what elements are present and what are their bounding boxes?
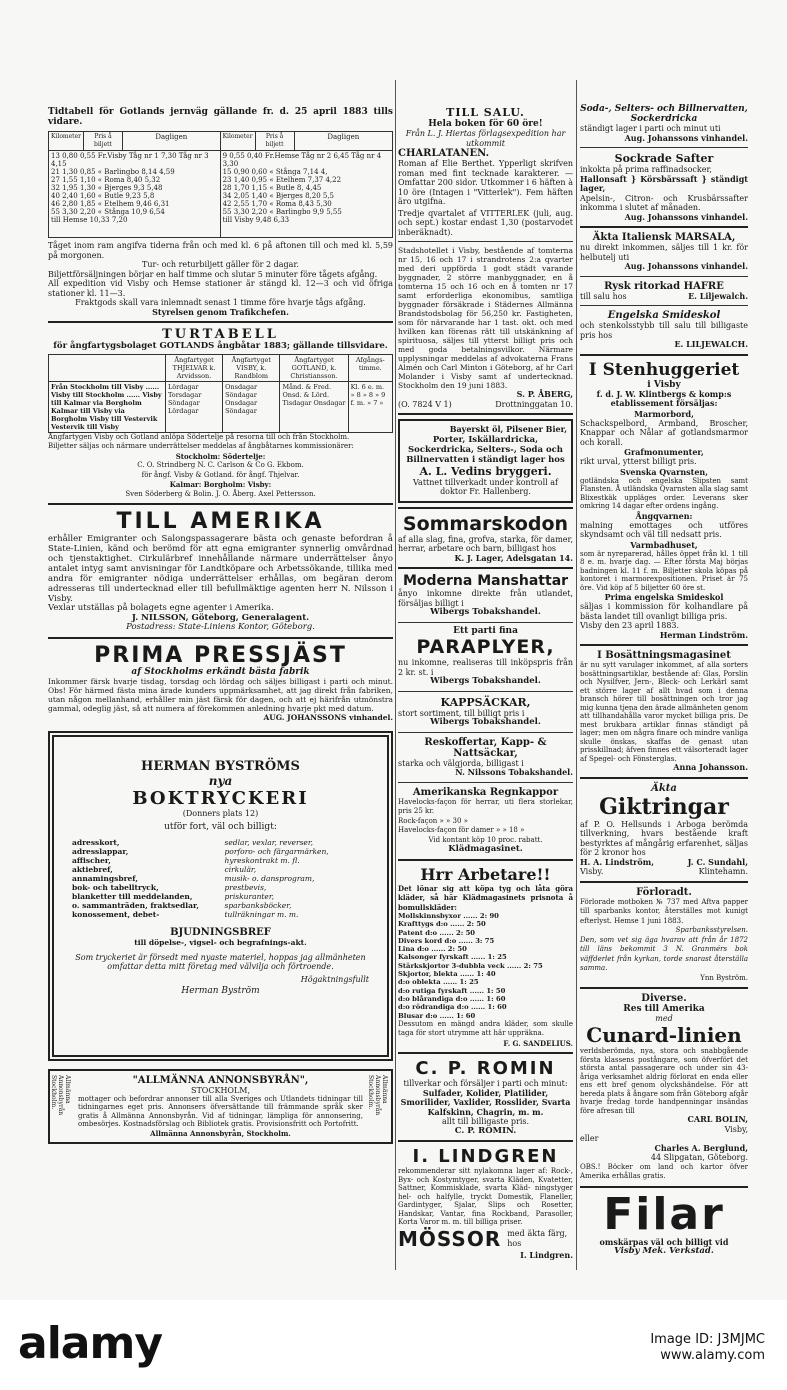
visby-days: Onsdagar Söndagar Onsdagar Söndagar	[223, 381, 280, 432]
mossor-text: med äkta färg, hos	[507, 1229, 568, 1248]
tillsalu-vitterlek: Tredje qvartalet af VITTERLEK (juli, aug. och sept.) kostar endast 1,30 (postarvodet inberäknadt).	[398, 208, 573, 237]
sodavatten-title: Soda-, Selters- och Billnervatten, Sockerdricka	[580, 104, 748, 124]
printing-service: blanketter till meddelanden,	[72, 891, 193, 901]
turtabell-foot: C. O. Strindberg N. C. Carlson & Co G. Ekbom.	[137, 461, 304, 469]
printing-service: adresslappar,	[72, 846, 129, 856]
price-list-item: Divers kord d:o ...... 3: 75	[398, 936, 495, 945]
forlorat-signature: Sparbanksstyrelsen.	[675, 926, 748, 934]
column-rule	[395, 80, 396, 1270]
bystrom-lists	[72, 838, 369, 919]
bystrom-title: HERMAN BYSTRÖMS	[141, 758, 300, 774]
ship-visby: Ångfartyget VISBY, k. Randblom	[223, 354, 280, 381]
amerika-ad	[48, 509, 393, 633]
lindgren-mossor	[398, 1227, 573, 1251]
regnkappor-title: Amerikanska Regnkappor	[412, 786, 559, 798]
hafre-body: till salu hos	[580, 291, 627, 301]
cunard-lead: Diverse.	[641, 993, 687, 1004]
price-list-item: Patent d:o ...... 2: 50	[398, 928, 476, 937]
sodavatten-body: ständigt lager i parti och minut uti	[580, 124, 721, 133]
turtabell-subtitle: för ångfartygsbolaget GOTLANDS ångbåtar 1883; gällande tillsvidare.	[53, 341, 388, 351]
marsala-body: nu direkt inkommen, säljes till 1 kr. för helbutelj uti	[580, 243, 748, 262]
bystrom-list-right	[225, 838, 370, 919]
timetable-row: 34 2,05 1,40 « Bjerges 8,20 5,5	[222, 192, 335, 200]
reskoffertar-title: Reskoffertar, Kapp- & Nattsäckar,	[424, 736, 547, 759]
filar-seller: Visby Mek. Verkstad.	[614, 1246, 714, 1256]
printing-service: aktiebref,	[72, 864, 113, 874]
filar-title: Filar	[603, 1188, 725, 1240]
stadshotell-ref: (O. 7824 V 1)	[398, 399, 452, 409]
timetable-row: 55 3,30 2,20 « Barlingbo 9,9 5,55	[222, 208, 342, 216]
arbetare-signature: F. G. SANDELIUS.	[503, 1038, 573, 1048]
image-id: Image ID: J3MJMC	[650, 1332, 765, 1347]
bystrom-signature: Herman Byström	[181, 985, 260, 996]
cunard-agent2: Charles A. Berglund,	[654, 1142, 748, 1153]
forlorat-title: Förloradt.	[636, 886, 692, 898]
annonsbyran-side: Allmänna Annonsbyrån Stockholm.	[50, 1074, 71, 1115]
printing-service: sparbanksböcker,	[224, 900, 292, 910]
stenhuggeriet-text: rikt urval, ytterst billigt pris.	[580, 457, 697, 466]
ship-thjelvar: Ångfartyget THJELVAR k. Arvidsson.	[165, 354, 222, 381]
timetable-row: 21 1,30 0,85 « Barlingbo 8,14 4,59	[51, 168, 175, 176]
bystrom-nya: nya	[208, 773, 233, 788]
filar-body: omskärpas väl och billigt vid	[599, 1236, 729, 1247]
price-header: Pris å biljett	[84, 132, 123, 151]
timetable-row: 27 1,55 1,10 « Roma 8,40 5,32	[51, 176, 161, 184]
printing-service: adresskort,	[72, 837, 120, 847]
kappsackar-title: KAPPSÄCKAR,	[440, 695, 531, 709]
paraplyer-seller: Wibergs Tobakshandel.	[430, 676, 541, 686]
stenhuggeriet-cat: Svenska Qvarnsten,	[619, 466, 709, 477]
printing-service: prestbevis,	[224, 882, 267, 892]
arbetare-title: Hrr Arbetare!!	[420, 864, 551, 884]
annonsbyran-title: "ALLMÄNNA ANNONSBYRÅN",	[132, 1074, 309, 1086]
stenhuggeriet-text: som är nyreparerad, hålles öppet från kl. 1 till 8 e. m. hvarje dag. — Efter första Maj börjas badningen kl. 11 f. m. Biljetter skola köpas på kontoret i marmorexpositionen. Priset är 75 öre. Vid köp af 5 biljetter 60 öre st.	[580, 549, 748, 592]
giktringar-seller: J. C. Sundahl,	[687, 856, 748, 867]
sodavatten-seller: Aug. Johanssons vinhandel.	[624, 132, 748, 143]
printing-service: tullräkningar m. m.	[224, 909, 299, 919]
bystrom-cards: BJUDNINGSBREF	[170, 926, 271, 938]
lindgren-title: I. LINDGREN	[412, 1146, 559, 1168]
printing-service: annamingsbref,	[72, 873, 138, 883]
stock-site: www.alamy.com	[660, 1348, 765, 1363]
sockrade-seller: Aug. Johanssons vinhandel.	[624, 211, 748, 222]
forlorat-body2: Den, som vet sig äga hvarav att från år 1872 till läns bekommit 3 N. Granmérs bok väffderlet från kyrkan, torde snarast återställa samma.	[580, 935, 748, 972]
giktringar-place: Klintehamn.	[698, 867, 748, 876]
stenhuggeriet-cat: Varmbadhuset,	[630, 539, 698, 550]
regnkappor-line: Rock-façon » » 30 »	[398, 816, 468, 825]
paraplyer-title: PARAPLYER,	[416, 636, 555, 658]
timetable-block	[48, 108, 393, 317]
cunard-body: verldsberömda, nya, stora och snabbgående första klassens postångare, som öfverfört det största antal passagerare och under sin 43-åriga verksamhet aldrig förlorat en enda eller ens ett bref genom olyckshändelse. För att bereda plats å ångare som från Göteborg afgår hvarje fredag torde handpenningar insändas före afresan till	[580, 1047, 748, 1115]
price-list-item: Krafttygs d:o ...... 2: 50	[398, 920, 486, 929]
bystrom-ad	[48, 731, 393, 1061]
amerika-signature: J. NILSSON, Göteborg, Generalagent.	[131, 612, 310, 623]
giktringar-place: Visby.	[580, 867, 604, 876]
cunard-eller: eller	[580, 1134, 599, 1143]
giktringar-places	[580, 867, 748, 877]
mossor-title: MÖSSOR	[398, 1226, 502, 1251]
kappsackar-seller: Wibergs Tobakshandel.	[430, 717, 541, 727]
annonsbyran-signature: Allmänna Annonsbyrån, Stockholm.	[150, 1128, 291, 1138]
regnkappor-line: Havelocks-façon för damer » » 18 »	[398, 826, 525, 834]
vedins-name: A. L. Vedins bryggeri.	[419, 464, 552, 478]
bystrom-closing: Som tryckeriet är försedt med nyaste materiel, hoppas jag allmänheten omfattar detta mitt företag med välvilja och förtroende.	[75, 952, 366, 971]
cunard-note: OBS.! Böcker om land och kartor öfver Amerika erhållas gratis.	[580, 1162, 748, 1180]
turtabell-foot: Stockholm: Södertelje:	[175, 451, 266, 461]
forlorat-body: Förlorade motboken № 737 med Aftva papper till sparbanks kontor, återställes mot kunigt efterlyst. Hemse 1 juni 1883.	[580, 897, 748, 925]
printing-service: cirkulär,	[224, 864, 257, 874]
stenhuggeriet-text: malning emottages och utföres skyndsamt och väl till nedsatt pris.	[580, 520, 748, 539]
tillsalu-book: CHARLATANEN.	[398, 148, 490, 159]
cunard-address2: 44 Slipgatan, Göteborg.	[650, 1153, 748, 1162]
annonsbyran-body: mottager och befordrar annonser till alla Sveriges och Utlandets tidningar till tidningarnes eget pris. Annonsers öfversättande till främmande språk sker gratis å Allmänna Annonsbyrån. Vid af tidningar, lämpliga för annonsering, ombesörjes. Kostnadsförslag och Bibliotek gratis. Provisionsfritt och Portofritt.	[78, 1094, 363, 1128]
stenhuggeriet-title: I Stenhuggeriet	[588, 359, 740, 380]
vedins-note: Vattnet tillverkadt under kontroll af doktor Fr. Hallenberg.	[413, 477, 558, 496]
timetable-row: 15 0,90 0,60 « Stånga 7,14 4,	[222, 168, 328, 176]
tillsalu-body: Roman af Elie Berthet. Ypperligt skrifven roman med fint tecknade karakterer. — Omfattar 200 sidor. Utkommer i 6 häften à 10 öre (Intagen i "Vitterlek"). Fem häften äro utgifna.	[398, 159, 573, 206]
timetable-note: Biljettförsäljningen börjar en half timme och slutar 5 minuter före tågets afgång.	[48, 269, 378, 279]
hafre-line	[580, 292, 748, 302]
bosattning-signature: Anna Johansson.	[673, 762, 748, 772]
vedins-ad	[398, 419, 573, 503]
giktringar-seller: H. A. Lindström,	[580, 856, 654, 867]
manshattar-body: ånyo inkomne direkte från utlandet, försäljas billigt i	[398, 589, 573, 608]
bystrom-regards: Högaktningsfullt	[300, 974, 369, 984]
regnkappor-seller: Klädmagasinet.	[448, 844, 523, 854]
timetable-row: 55 3,30 2,20 « Stånga 10,9 6,54	[51, 208, 165, 216]
stenhuggeriet-text: gotländska och engelska Slipsten samt Flansten. Å utländska Qvarnsten alla slag samt Blixestkäk uppläges order. Leverans sker omkring 14 dagar efter ordens ingång.	[580, 476, 748, 510]
price-list-item: d:o rutiga fyrskaft ...... 1: 50	[398, 986, 506, 995]
stadshotell-foot	[398, 400, 573, 410]
hafre-title: Rysk ritorkad HAFRE	[604, 280, 724, 292]
timetable-left	[49, 151, 221, 238]
price-list-item: Blusar d:o ...... 1: 60	[398, 1011, 476, 1020]
printing-service: o. sammanträden, fraktsedlar, konossement, debet-	[72, 900, 199, 919]
price-list-item: Mollskinnsbyxor ...... 2: 90	[398, 912, 499, 920]
cunard-city: Visby,	[724, 1124, 748, 1134]
stenhuggeriet-cat: Ångqvarnen:	[635, 510, 693, 521]
departure-time-header: Afgångs-timme.	[348, 354, 392, 381]
timetable-row: 28 1,70 1,15 « Butle 8, 4,45	[222, 184, 322, 192]
price-header: Pris å biljett	[255, 132, 294, 151]
timetable-right	[220, 151, 392, 238]
sommarskodon-seller: K. J. Lager, Adelsgatan 14.	[454, 552, 573, 563]
kappsackar-body: stort sortiment, till billigt pris i	[398, 708, 525, 718]
turtabell-block	[48, 327, 393, 499]
stenhuggeriet-cat: Prima engelska Smideskol	[604, 592, 724, 602]
bystrom-list-left	[72, 838, 217, 919]
timetable-row: till Hemse 10,33 7,20	[51, 216, 128, 224]
romin-title: C. P. ROMIN	[415, 1058, 556, 1080]
bystrom-name: BOKTRYCKERI	[132, 787, 309, 809]
regnkappor-line: Havelocks-façon för herrar, uti flera storlekar, pris 25 kr.	[398, 797, 573, 815]
timetable-left-rows	[51, 152, 218, 224]
reskoffertar-body: starka och välgjorda, billigast i	[398, 758, 524, 768]
stenhuggeriet-cat: Grafmonumenter,	[624, 447, 704, 457]
sockrade-items: Hallonsaft } Körsbärssaft } ständigt lager,	[580, 173, 748, 193]
annonsbyran-city: STOCKHOLM,	[190, 1085, 251, 1095]
timetable-row: 23 1,40 0,95 « Etelhem 7,37 4,22	[222, 176, 342, 184]
bystrom-address: (Donners plats 12)	[182, 808, 259, 818]
timetable-row: 13 0,80 0,55 Fr.Visby Tåg nr 1 7,30 Tåg nr 3 4,15	[51, 152, 209, 168]
column-right	[580, 70, 748, 1257]
printing-service: sedlar, vexlar, reverser,	[224, 837, 314, 847]
timetable-note: Tur- och returbiljett gäller för 2 dagar.	[142, 260, 299, 269]
lindgren-signature: I. Lindgren.	[520, 1249, 573, 1260]
departure-times: Kl. 6 e. m. » 8 » 8 » 9 f. m. » 7 »	[348, 381, 392, 432]
amerika-title: TILL AMERIKA	[116, 509, 325, 534]
tillsalu-title: TILL SALU.	[446, 106, 525, 119]
timetable-row: 9 0,55 0,40 Fr.Hemse Tåg nr 2 6,45 Tåg nr 4 3,30	[222, 152, 382, 168]
ship-gotland: Ångfartyget GOTLAND, k. Christiansson.	[280, 354, 348, 381]
stenhuggeriet-city: i Visby	[647, 379, 681, 390]
cunard-with: med	[655, 1014, 673, 1023]
column-left	[48, 70, 393, 1144]
timetable-row: 32 1,95 1,30 « Bjerges 9,3 5,48	[51, 184, 163, 192]
romin-foot: allt till billigaste pris.	[441, 1117, 530, 1127]
smideskol-seller: E. LILJEWALCH.	[674, 339, 748, 349]
vedins-address: Bayerskt öl, Pilsener Bier,	[449, 424, 567, 434]
timetable-note: All expedition vid Visby och Hemse stationer är stängd kl. 12—3 och vid öfriga stationer kl. 11—3.	[48, 279, 393, 298]
sockrade-more: Apelsin-, Citron- och Krusbärssafter inkomma i slutet af månaden.	[580, 193, 748, 212]
price-list-item: Stärkskjortor 3-dubbla veck ...... 2: 75	[398, 961, 543, 970]
smideskol-body: och stenkolsstybb till salu till billigaste pris hos	[580, 321, 748, 340]
giktringar-lead: Äkta	[651, 782, 677, 794]
giktringar-sellers	[580, 858, 748, 868]
sockrade-body: inkokta på prima raffinadsocker,	[580, 165, 712, 174]
marsala-seller: Aug. Johanssons vinhandel.	[624, 261, 748, 271]
stenhuggeriet-owner: f. d. J. W. Klintbergs & komp:s etablissement försäljas:	[596, 388, 732, 408]
printing-service: musik- o. dansprogram,	[224, 873, 315, 883]
printing-service: porforo- och färgarmärken, hyreskontrakt m. fl.	[224, 846, 329, 865]
turtabell-foot: Kalmar: Borgholm: Visby:	[169, 480, 272, 489]
paraplyer-body: nu inkomne, realiseras till inköpspris från 2 kr. st. i	[398, 658, 573, 677]
stock-id	[650, 1332, 765, 1364]
price-list-item: Lina d:o ...... 2: 50	[398, 945, 467, 954]
amerika-body: erhåller Emigranter och Salongspassagerare bästa och genaste befordran å State-Linien, känd och berömd för att egna emigranter synnerlig omvårdnad och tjenstaktighet. Cirkulärbref innehållande närmare underrättelser ånyo antalet intyg samt anvisningar för Landtköpare och Arbetssökande, tillika med andra för emigranter nödiga underrättelser erhållas, om begäran derom adresseras till undertecknad eller till befullmäktige agenten herr N. Nilsson i Visby.	[48, 534, 393, 604]
pressjast-title: PRIMA PRESSJÄST	[94, 642, 347, 668]
annonsbyran-ad	[48, 1069, 393, 1145]
turtabell-foot: Biljetter säljas och närmare underrättelser meddelas af ångbåtarnes kommissionärer:	[48, 442, 354, 450]
timetable-note: Fraktgods skall vara inlemnadt senast 1 timme före hvarje tågs afgång.	[75, 298, 366, 307]
stadshotell-body: Stadshotellet i Visby, bestående af tomterna nr 15, 16 och 17 i strandrotens 2:a qvarter med deri uppförda 1 godt städt varande byggnader, 2 större manbyggnader, en å tomterna 15 och 16 och en å tomten nr 17 samt erforderliga ekonomibus, samtliga byggnader försäkrade i Städernes Allmänna Brandstodsbolag för 56,250 kr. Fastigheten, som för närvarande har 1 tast. okt. och med hvilken kan förenas rätt till utskänkning af spirituosa, säljes till ytterst billigt pris och med goda betalningsvilkor. Närmare upplysningar meddelas af advokaterna Frans Almén och Carl Minton i Göteborg, af hr Carl Molander i Visby samt af undertecknad. Stockholm den 19 juni 1883.	[398, 246, 573, 390]
paraplyer-lead: Ett parti fina	[453, 625, 518, 636]
regnkappor-line: Vid kontant köp 10 proc. rabatt.	[428, 835, 543, 844]
giktringar-body: af P. O. Hellsunds i Arboga berömda tillverkning, hvars bestående kraft bestyrktes af mångårig erfarenhet, säljas för 2 kronor hos	[580, 819, 748, 857]
tillsalu-sub: Hela boken för 60 öre!	[428, 119, 543, 129]
timetable-right-rows	[223, 152, 390, 224]
bystrom-intro: utför fort, väl och billigt:	[164, 821, 277, 832]
turtabell-foot: Ångfartygen Visby och Gotland anlöpa Södertelje på resorna till och från Stockholm.	[48, 432, 350, 441]
price-list-item: d:o oblekta ...... 1: 25	[398, 978, 479, 987]
arbetare-foot: Dessutom en mängd andra kläder, som skulle taga för stort utrymme att här uppräkna.	[398, 1019, 573, 1038]
turtabell-title: TURTABELL	[162, 327, 279, 342]
annonsbyran-side: Allmänna Annonsbyrån Stockholm.	[367, 1074, 388, 1115]
marsala-title: Äkta Italiensk MARSALA,	[592, 232, 736, 243]
stenhuggeriet-text: Schackspelbord, Armband, Broscher, Knappar och Nålar af gotlandsmarmor och korall.	[580, 418, 748, 447]
printing-service: affischer,	[72, 855, 111, 865]
timetable-title: Tidtabell för Gotlands jernväg gällande fr. d. 25 april 1883 tills vidare.	[48, 107, 393, 127]
bosattning-title: I Bosättningsmagasinet	[597, 650, 731, 661]
timetable-row: 42 2,55 1,70 « Roma 8,43 5,30	[222, 200, 332, 208]
romin-signature: C. P. ROMIN.	[454, 1125, 517, 1136]
km-header: Kilometer	[49, 132, 84, 151]
cunard-sub: Res till Amerika	[623, 1004, 705, 1014]
stenhuggeriet-date: Visby den 23 april 1883.	[580, 621, 680, 630]
turtabell-foot: Sven Söderberg & Bolin. J. O. Åberg. Axel Pettersson.	[125, 489, 316, 498]
arbetare-price-list	[398, 912, 573, 1020]
smideskol-title: Engelska Smideskol	[607, 310, 721, 321]
timetable-signature: Styrelsen genom Trafikchefen.	[152, 306, 289, 317]
thjelvar-days: Lördagar Torsdagar Söndagar Lördagar	[165, 381, 222, 432]
sommarskodon-body: af alla slag, fina, grofva, starka, för damer, herrar, arbetare och barn, billigast hos	[398, 534, 573, 553]
turtabell-foot: för ångf. Visby & Gotland. för ångf. Thjelvar.	[141, 470, 300, 479]
hafre-seller: E. Liljewalch.	[688, 290, 748, 301]
stenhuggeriet-cat: Marmorbord,	[634, 408, 694, 419]
stadshotell-signature: S. P. ÅBERG,	[516, 389, 573, 399]
daily-header: Dagligen	[294, 132, 392, 151]
timetable-row: till Visby 9,48 6,33	[222, 216, 290, 224]
arbetare-body: Det lönar sig att köpa tyg och låta göra kläder, så här Klädmagasinets prisnota å bomullskläder:	[398, 883, 573, 912]
km-header: Kilometer	[220, 132, 255, 151]
price-list-item: d:o rödrandiga d:o ...... 1: 60	[398, 1003, 507, 1012]
pressjast-body: Inkommer färsk hvarje tisdag, torsdag och lördag och säljes billigast i parti och minut. Obs! För härmed fästa mina ärade kunders uppmärksamhet, att jag direkt från fabriken, utan någon mellanhand, erhåller min jäst färsk för dagen, och att ej härifrån utmönstra gammal, odeglig jäst, så att numera af förekommen anledning hvarje pkt med datum.	[48, 677, 393, 713]
price-list-item: d:o blårandiga d:o ...... 1: 60	[398, 994, 506, 1003]
timetable-row: 40 2,40 1,60 « Butle 9,23 5,8	[51, 192, 155, 200]
sockrade-title: Sockrade Safter	[614, 152, 714, 165]
routes-cell: Från Stockholm till Visby ...... Visby till Stockholm ...... Visby till Kalmar via Borgholm Kalmar till Visby via Borgholm Visby till Vestervik Vestervik till Visby	[49, 381, 166, 432]
romin-items: Sulfader, Kolider, Platilider, Smorilider, Vaxlider, Rosslider, Svarta Kalfskinn, Chagrin, m. m.	[400, 1087, 571, 1117]
stadshotell-address: Drottninggatan 10.	[495, 399, 573, 409]
cunard-agent: CARL BOLIN,	[687, 1114, 748, 1124]
price-list-item: Kalsonger fyrskaft ...... 1: 25	[398, 953, 507, 962]
column-rule	[576, 80, 577, 1270]
romin-body: tillverkar och försäljer i parti och minut:	[403, 1079, 568, 1089]
bosattning-body: är nu sytt varulager inkommet, af alla sorters bosättningsartiklar, bestående af: Glas, Porslin och Nysilfver, Jern-, Bleck- och Lerkärl samt ett större lager af allt hvad som i denna bransch hörer till bosättningen och tror jag mig kunna tjena den ärade allmänheten genom att tillhandahålla varor mycket billiga pris. De mest brukbara artiklar finnas ständigt på lager; men om några finare och mindre vanliga skulle önskas, skaffas de genast utan prisskillnad; äfven finnes ett välsorteradt lager af Spegel- och Fönsterglas.	[580, 661, 748, 763]
tillsalu-from: Från L. J. Hiertas förlagsexpedition har utkommit	[405, 129, 566, 148]
column-middle	[398, 70, 573, 1260]
printing-service: bok- och tabelltryck,	[72, 882, 159, 892]
manshattar-title: Moderna Manshattar	[402, 573, 569, 589]
stenhuggeriet-signature: Herman Lindström.	[659, 629, 748, 640]
turtabell-table	[48, 354, 393, 433]
stenhuggeriet-text: säljas i kommission för kolhandlare på bästa landet till ovanligt billiga pris.	[580, 602, 748, 621]
lindgren-body: rekommenderar sitt nylakomna lager af: Rock-, Byx- och Kostymtyger, svarta Kläden, Kvatetter, Sattner, Kommisklade, svarta Kläd- ningstyger hel- och halfylle, tryckt Domestik, Flaneller, Gardintyger, Sjalar, Slips och Rosetter, Handskar, Vantar, fina Rockband, Parasoller, Korta Varor m. m. till billiga priser.	[398, 1167, 573, 1227]
vedins-items: Porter, Iskällardricka, Sockerdricka, Selters-, Soda och Billnervatten i ständigt lager hos	[406, 434, 565, 465]
timetable-table	[48, 131, 393, 238]
cunard-title: Cunard-linien	[586, 1023, 742, 1047]
pressjast-ad	[48, 643, 393, 723]
pressjast-signature: AUG. JOHANSSONS vinhandel.	[263, 713, 393, 722]
giktringar-title: Giktringar	[599, 793, 729, 820]
gotland-days: Månd. & Fred. Onsd. & Lörd. Tisdagar Onsdagar	[280, 381, 348, 432]
bystrom-cards-sub: till döpelse-, vigsel- och begrafnings-akt.	[134, 937, 307, 947]
daily-header: Dagligen	[123, 132, 221, 151]
forlorat-signature2: Ynn Byström.	[700, 973, 748, 982]
printing-service: priskuranter,	[224, 891, 274, 901]
price-list-item: Skjortor, blekta ...... 1: 40	[398, 970, 496, 979]
timetable-row: 46 2,80 1,85 « Etelhem 9,46 6,31	[51, 200, 170, 208]
manshattar-seller: Wibergs Tobakshandel.	[430, 607, 541, 617]
amerika-exchange: Vexlar utställas på bolagets egne agenter i Amerika.	[48, 603, 274, 613]
amerika-address: Postadress: State-Liniens Kontor, Göteborg.	[126, 622, 315, 632]
alamy-logo: alamy	[18, 1318, 162, 1369]
pressjast-subtitle: af Stockholms erkändt bästa fabrik	[131, 666, 310, 677]
reskoffertar-seller: N. Nilssons Tobakshandel.	[455, 767, 573, 777]
sommarskodon-title: Sommarskodon	[402, 512, 569, 535]
timetable-note: Tåget inom ram angifva tiderna från och med kl. 6 på aftonen till och med kl. 5,59 på morgonen.	[48, 241, 393, 260]
